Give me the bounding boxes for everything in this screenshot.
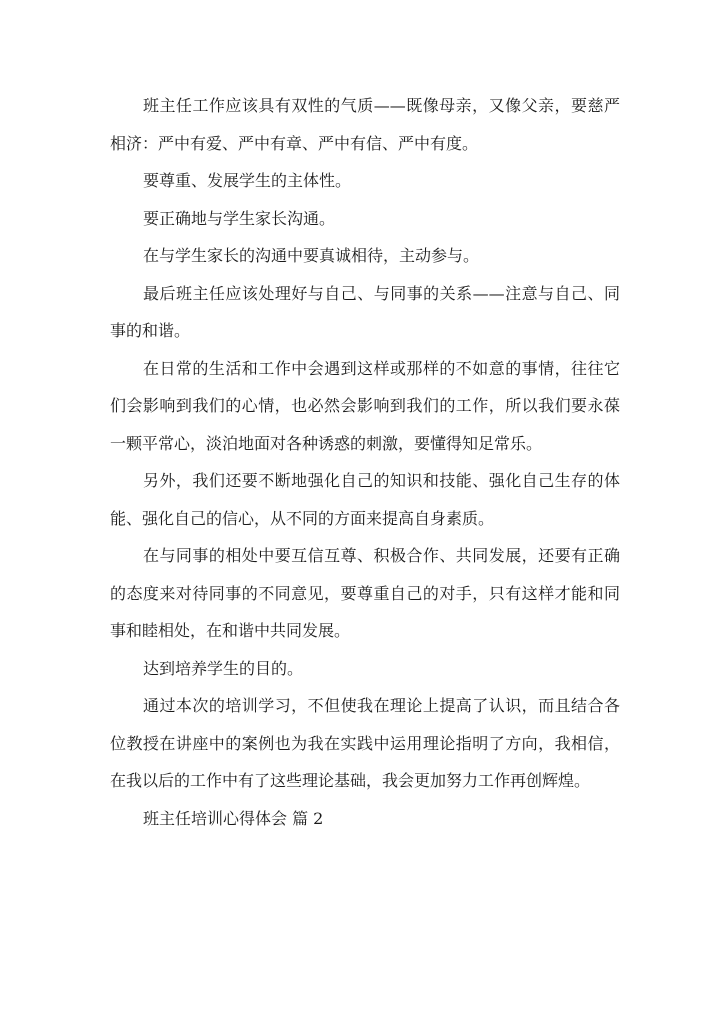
paragraph: 通过本次的培训学习，不但使我在理论上提高了认识，而且结合各位教授在讲座中的案例也为我在实践中运用理论指明了方向，我相信，在我以后的工作中有了这些理论基础，我会更加努力工作再创辉煌。: [110, 696, 620, 790]
paragraph: 要尊重、发展学生的主体性。: [143, 171, 352, 190]
paragraph: 另外，我们还要不断地强化自己的知识和技能、强化自己生存的体能、强化自己的信心，从不同的方面来提高自身素质。: [110, 471, 620, 528]
paragraph: 在与学生家长的沟通中要真诚相待，主动参与。: [143, 246, 480, 265]
document-body: [110, 87, 620, 837]
paragraph: 在与同事的相处中要互信互尊、积极合作、共同发展，还要有正确的态度来对待同事的不同意见，要尊重自己的对手，只有这样才能和同事和睦相处，在和谐中共同发展。: [110, 546, 620, 640]
paragraph: 在日常的生活和工作中会遇到这样或那样的不如意的事情，往往它们会影响到我们的心情，也必然会影响到我们的工作，所以我们要永葆一颗平常心，淡泊地面对各种诱惑的刺激，要懂得知足常乐。: [110, 358, 620, 453]
paragraph: 达到培养学生的目的。: [143, 658, 304, 678]
paragraph: 要正确地与学生家长沟通。: [143, 208, 336, 228]
paragraph: 班主任工作应该具有双性的气质——既像母亲，又像父亲，要慈严相济：严中有爱、严中有章、严中有信、严中有度。: [110, 96, 620, 153]
paragraph: 最后班主任应该处理好与自己、与同事的关系——注意与自己、同事的和谐。: [110, 283, 620, 340]
section-heading: 班主任培训心得体会 篇 2: [143, 808, 324, 828]
